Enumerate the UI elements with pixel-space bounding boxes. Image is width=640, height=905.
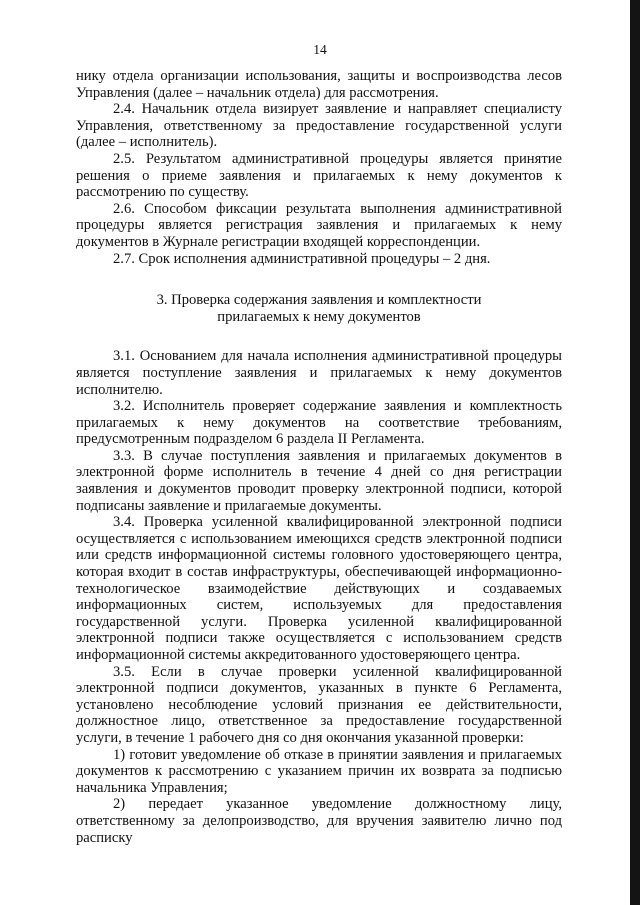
paragraph: 3.3. В случае поступления заявления и прилагаемых документов в электронной форме исполнитель в течение 4 дней со дня регистрации заявления и документов проводит проверку электронной подписи, которой подписаны заявление и прилагаемые документы. <box>76 447 562 514</box>
paragraph: 2.5. Результатом административной процедуры является принятие решения о приеме заявления и прилагаемых к нему документов к рассмотрению по существу. <box>76 150 562 201</box>
section-heading <box>76 292 562 325</box>
paragraph: 3.4. Проверка усиленной квалифицированной электронной подписи осуществляется с использованием имеющихся средств электронной подписи или средств информационной системы головного удостоверяющего центра, которая входит в состав инфраструктуры, обеспечивающей информационно-технологическое взаимодействие действующих и создаваемых информационных систем, используемых для предоставления государственной услуги. Проверка усиленной квалифицированной электронной подписи также осуществляется с использованием средств информационной системы аккредитованного удостоверяющего центра. <box>76 514 562 663</box>
paragraph: 3.2. Исполнитель проверяет содержание заявления и комплектность прилагаемых к нему документов на соответствие требованиям, предусмотренным подразделом 6 раздела II Регламента. <box>76 398 562 448</box>
document-body <box>76 68 562 846</box>
page-number: 14 <box>313 42 327 57</box>
paragraph: 3.1. Основанием для начала исполнения административной процедуры является поступление заявления и прилагаемых к нему документов исполнителю. <box>76 348 562 398</box>
paragraph: 3.5. Если в случае проверки усиленной квалифицированной электронной подписи документов, указанных в пункте 6 Регламента, установлено несоблюдение условий признания ее действительности, должностное лицо, ответственное за предоставление государственной услуги, в течение 1 рабочего дня со дня окончания указанной проверки: <box>76 663 562 746</box>
scan-edge <box>630 0 640 905</box>
section-heading-line: 3. Проверка содержания заявления и комплектности <box>156 292 482 309</box>
list-item: 1) готовит уведомление об отказе в принятии заявления и прилагаемых документов к рассмотрению с указанием причин их возврата за подписью начальника Управления; <box>76 746 562 796</box>
paragraph: нику отдела организации использования, защиты и воспроизводства лесов Управления (далее – начальник отдела) для рассмотрения. <box>76 68 562 101</box>
paragraph: 2.7. Срок исполнения административной процедуры – 2 дня. <box>113 250 491 267</box>
section-heading-line: прилагаемых к нему документов <box>217 308 421 325</box>
list-item: 2) передает указанное уведомление должностному лицу, ответственному за делопроизводство, для вручения заявителю лично под расписку <box>76 796 562 846</box>
paragraph: 2.6. Способом фиксации результата выполнения административной процедуры является регистрация заявления и прилагаемых к нему документов в Журнале регистрации входящей корреспонденции. <box>76 200 562 250</box>
paragraph: 2.4. Начальник отдела визирует заявление и направляет специалисту Управления, ответственному за предоставление государственной услуги (далее – исполнитель). <box>76 101 562 151</box>
